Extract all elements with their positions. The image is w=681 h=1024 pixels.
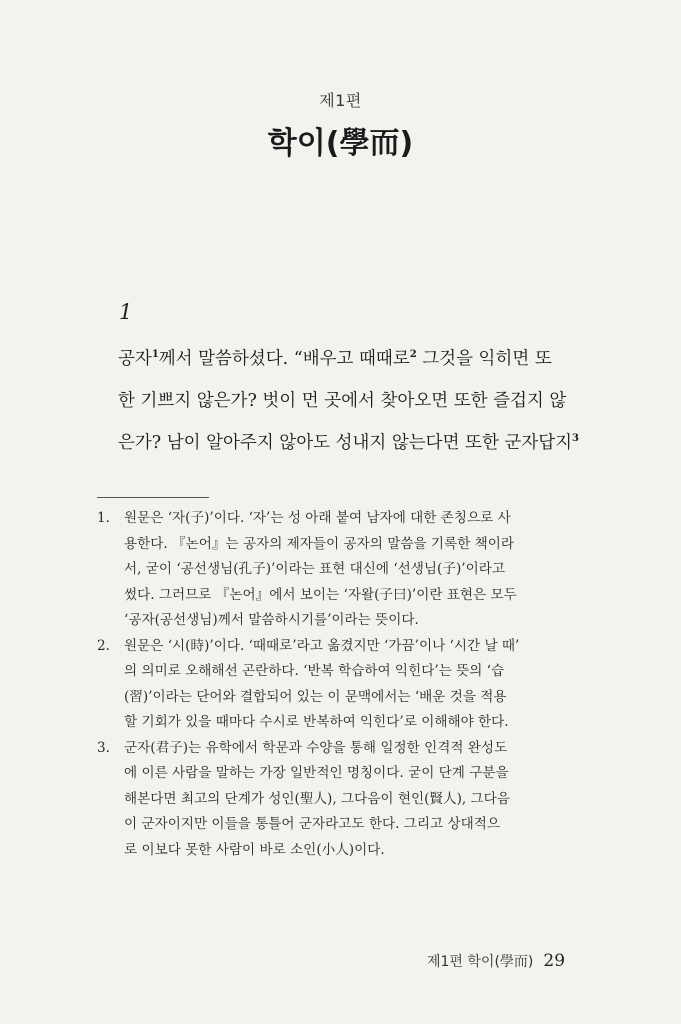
section-number: 1 xyxy=(119,300,133,324)
footnote-divider xyxy=(97,497,209,498)
footnote-number: 2. xyxy=(97,637,110,654)
footnote-line: 로 이보다 못한 사람이 바로 소인(小人)이다. xyxy=(124,841,385,858)
footnotes xyxy=(97,506,617,863)
part-label: 제1편 xyxy=(319,91,362,110)
main-text-fragment: 공자 xyxy=(118,349,152,369)
footnote-ref[interactable]: 3 xyxy=(572,433,580,444)
footnote-line: 이 군자이지만 이들을 통틀어 군자라고도 한다. 그리고 상대적으 xyxy=(124,816,500,832)
main-text-fragment: 은가? 남이 알아주지 않아도 성내지 않는다면 또한 군자답지 xyxy=(118,433,573,453)
page-number: 29 xyxy=(543,951,566,971)
footnote-line: 해본다면 최고의 단계가 성인(聖人), 그다음이 현인(賢人), 그다음 xyxy=(124,790,510,807)
footnote-line: (習)’이라는 단어와 결합되어 있는 이 문맥에서는 ‘배운 것을 적용 xyxy=(124,688,507,705)
footnote-item xyxy=(97,634,617,736)
footnote-line: ‘공자(공선생님)께서 말씀하시기를’이라는 뜻이다. xyxy=(124,612,419,628)
footnote-number: 3. xyxy=(97,739,110,756)
footnote-line: 서, 굳이 ‘공선생님(孔子)’이라는 표현 대신에 ‘선생님(子)’이라고 xyxy=(124,561,505,577)
running-title: 제1편 학이(學而) xyxy=(427,954,534,970)
footnote-line: 원문은 ‘자(子)’이다. ‘자’는 성 아래 붙여 남자에 대한 존칭으로 사 xyxy=(124,510,511,526)
main-text-fragment: 그것을 익히면 또 xyxy=(416,349,552,369)
main-text-line xyxy=(118,338,598,380)
footnote-line: 할 기회가 있을 때마다 수시로 반복하여 익힌다’로 이해해야 한다. xyxy=(124,714,509,730)
main-text xyxy=(118,338,598,464)
footnote-line: 군자(君子)는 유학에서 학문과 수양을 통해 일정한 인격적 완성도 xyxy=(124,739,508,756)
running-footer xyxy=(427,951,607,971)
chapter-title: 학이(學而) xyxy=(267,126,414,161)
footnote-number: 1. xyxy=(97,510,110,526)
footnote-ref[interactable]: 2 xyxy=(409,349,417,360)
footnote-line: 의 의미로 오해해선 곤란하다. ‘반복 학습하여 익힌다’는 뜻의 ‘습 xyxy=(124,663,505,679)
footnote-line: 원문은 ‘시(時)’이다. ‘때때로’라고 옮겼지만 ‘가끔’이나 ‘시간 날 때’ xyxy=(124,637,520,654)
main-text-fragment: 께서 말씀하셨다. “배우고 때때로 xyxy=(158,349,410,369)
main-text-line: 한 기쁘지 않은가? 벗이 먼 곳에서 찾아오면 또한 즐겁지 않 xyxy=(118,391,567,411)
footnote-item xyxy=(97,506,617,634)
main-text-line xyxy=(118,422,598,464)
footnote-line: 썼다. 그러므로 『논어』에서 보이는 ‘자왈(子曰)’이란 표현은 모두 xyxy=(124,586,517,603)
footnote-ref[interactable]: 1 xyxy=(151,349,159,360)
footnote-item xyxy=(97,736,617,864)
footnote-line: 에 이른 사람을 말하는 가장 일반적인 명칭이다. 굳이 단계 구분을 xyxy=(124,765,509,781)
footnote-line: 용한다. 『논어』는 공자의 제자들이 공자의 말씀을 기록한 책이라 xyxy=(124,535,515,552)
